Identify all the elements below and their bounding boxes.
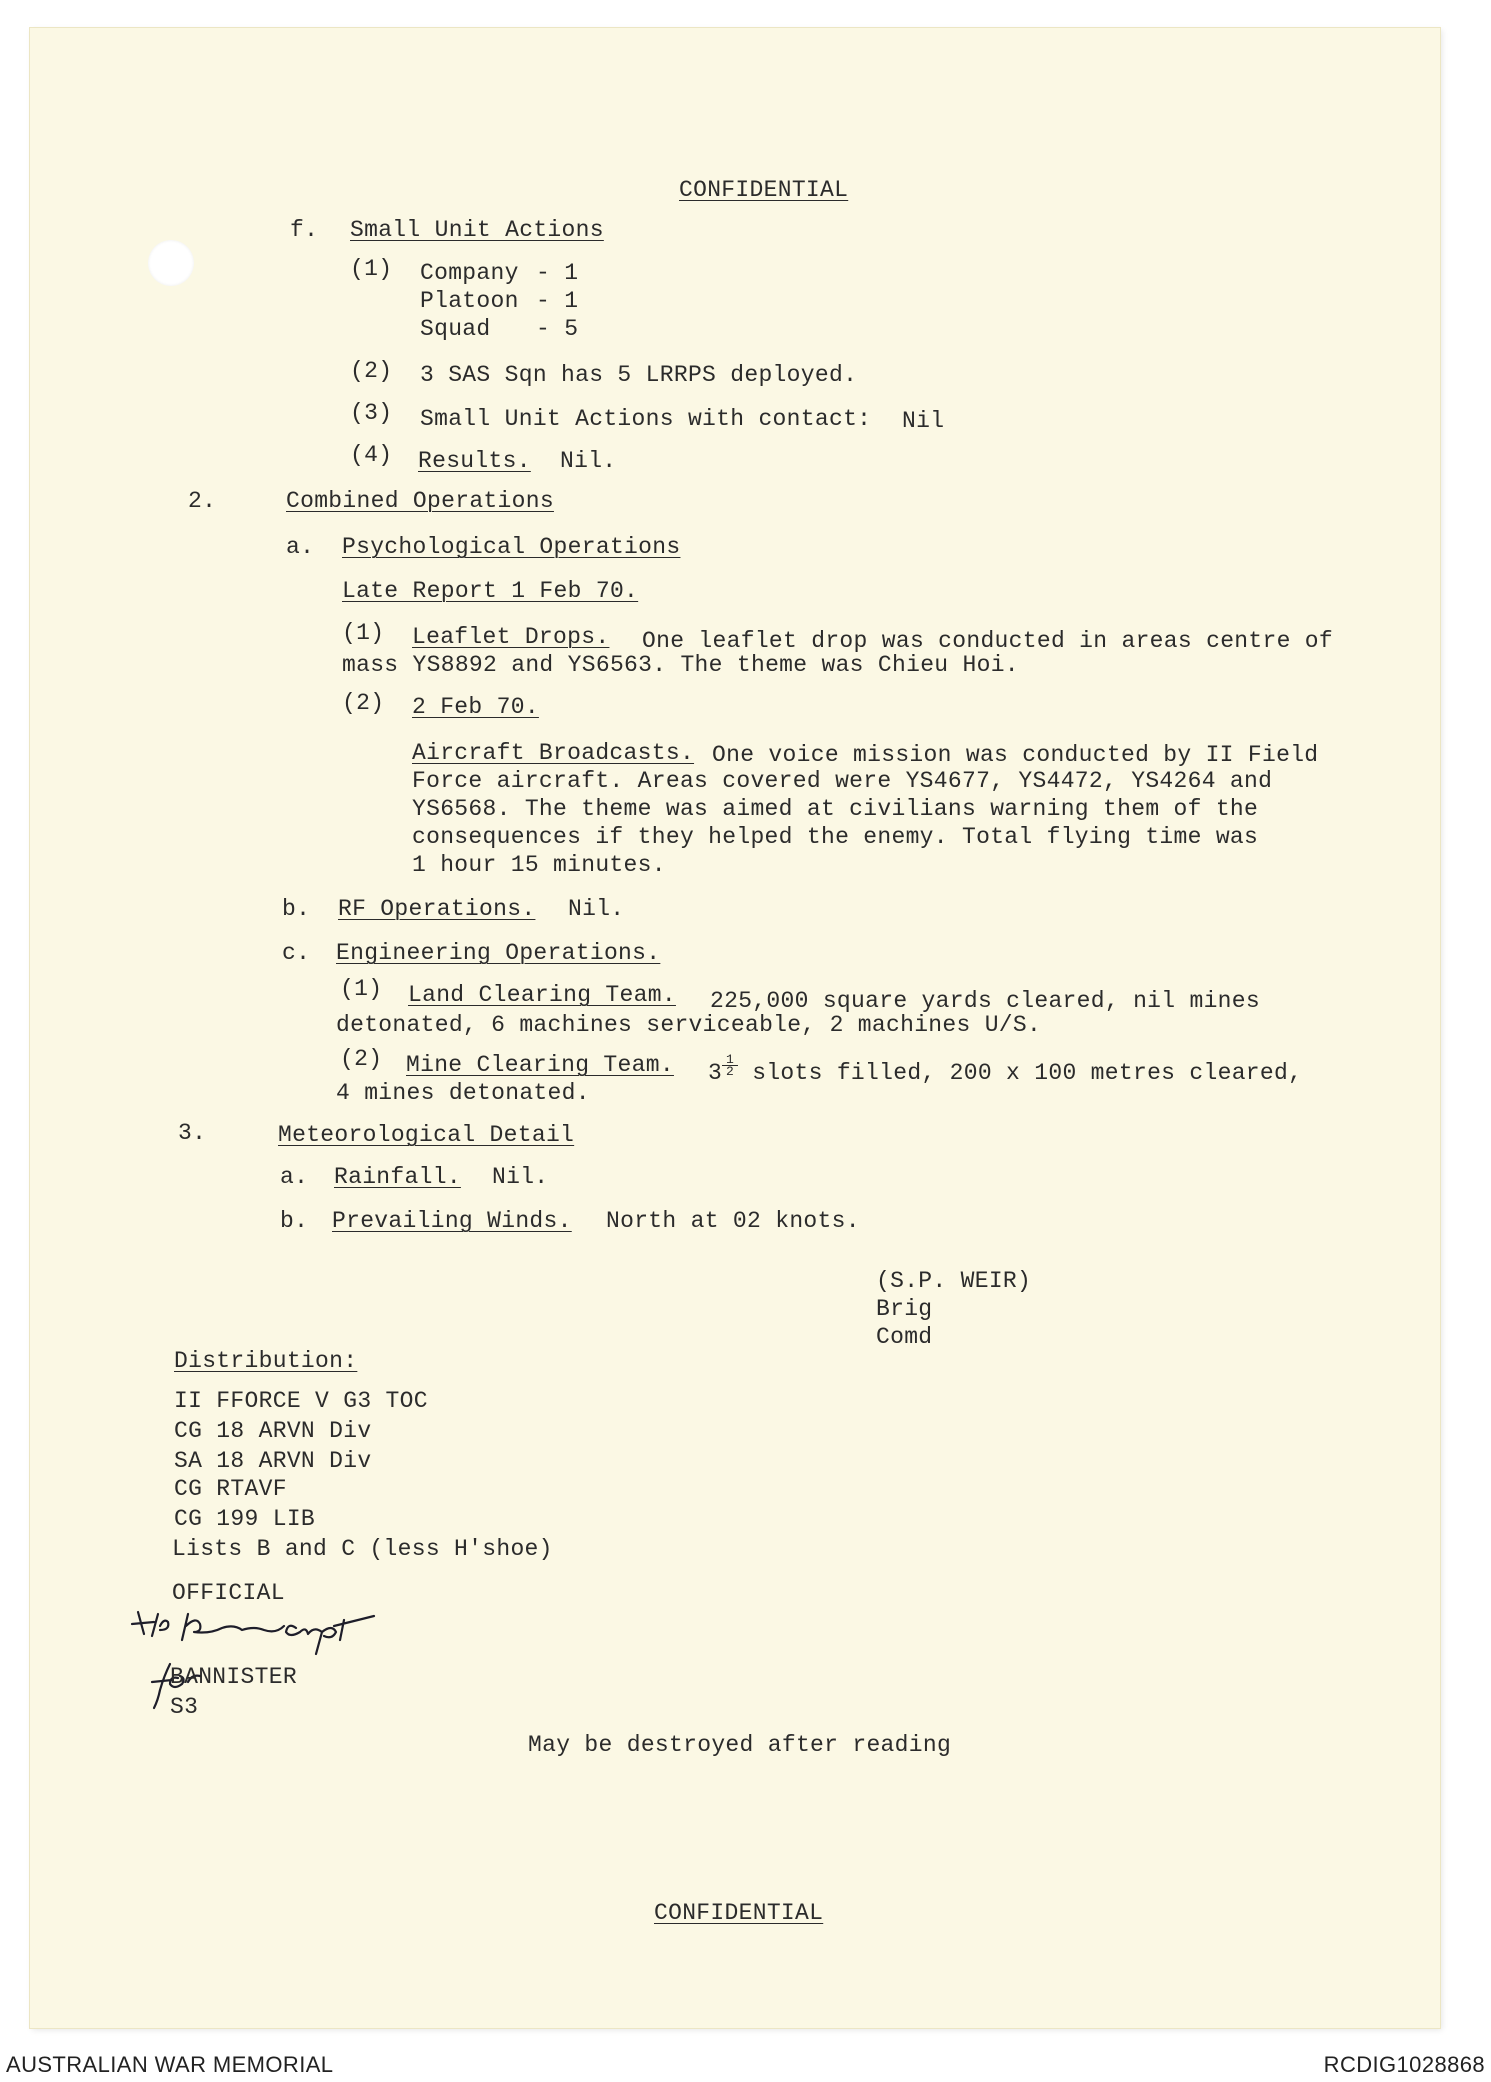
item-1-number: (1) xyxy=(350,256,393,282)
section-f-heading: Small Unit Actions xyxy=(350,217,604,243)
fraction-numerator: 1 xyxy=(726,1052,735,1067)
section-2b-letter: b. xyxy=(282,896,311,922)
land-clearing-line-2: detonated, 6 machines serviceable, 2 machines U/S. xyxy=(336,1012,1042,1038)
section-3b-letter: b. xyxy=(280,1208,309,1234)
distribution-line: CG RTAVF xyxy=(174,1476,287,1502)
platoon-value: - 1 xyxy=(536,288,579,314)
item-3-value: Nil xyxy=(902,408,945,434)
section-2c-letter: c. xyxy=(282,940,311,966)
item-2-text: 3 SAS Sqn has 5 LRRPS deployed. xyxy=(420,362,858,388)
aircraft-broadcasts-line-3: YS6568. The theme was aimed at civilians warning them of the xyxy=(412,796,1259,822)
signatory-appointment: Comd xyxy=(876,1324,933,1350)
engineering-2-number: (2) xyxy=(340,1046,383,1072)
section-2a-letter: a. xyxy=(286,534,315,560)
item-4-text: Nil. xyxy=(560,448,617,474)
item-4-heading: Results. xyxy=(418,448,531,474)
aircraft-broadcasts-heading: Aircraft Broadcasts. xyxy=(412,740,695,766)
official-name: BANNISTER xyxy=(170,1664,297,1690)
leaflet-drops-line-1: One leaflet drop was conducted in areas centre of xyxy=(642,628,1334,654)
aircraft-broadcasts-line-2: Force aircraft. Areas covered were YS4677, YS4472, YS4264 and xyxy=(412,768,1273,794)
item-3-number: (3) xyxy=(350,400,393,426)
section-2a-heading: Psychological Operations xyxy=(342,534,681,560)
mine-clearing-line-2: 4 mines detonated. xyxy=(336,1080,590,1106)
section-2-number: 2. xyxy=(188,488,217,514)
rf-operations-heading: RF Operations. xyxy=(338,896,536,922)
archive-footer-left: AUSTRALIAN WAR MEMORIAL xyxy=(6,2052,334,2077)
squad-value: - 5 xyxy=(536,316,579,342)
aircraft-broadcasts-line-4: consequences if they helped the enemy. Total flying time was xyxy=(412,824,1259,850)
land-clearing-line-1: 225,000 square yards cleared, nil mines xyxy=(710,988,1260,1014)
mine-clearing-heading: Mine Clearing Team. xyxy=(406,1052,674,1078)
mine-clearing-text: slots filled, 200 x 100 metres cleared, xyxy=(752,1060,1303,1086)
section-3-number: 3. xyxy=(178,1120,207,1146)
leaflet-drops-heading: Leaflet Drops. xyxy=(412,624,610,650)
platoon-label: Platoon xyxy=(420,288,519,314)
land-clearing-heading: Land Clearing Team. xyxy=(408,982,676,1008)
engineering-1-number: (1) xyxy=(340,976,383,1002)
section-2-heading: Combined Operations xyxy=(286,488,554,514)
psyops-1-number: (1) xyxy=(342,620,385,646)
punch-hole xyxy=(148,240,194,286)
engineering-operations-heading: Engineering Operations. xyxy=(336,940,661,966)
distribution-line: CG 18 ARVN Div xyxy=(174,1418,372,1444)
item-3-text: Small Unit Actions with contact: xyxy=(420,406,872,432)
official-label: OFFICIAL xyxy=(172,1580,285,1606)
psyops-2-number: (2) xyxy=(342,690,385,716)
distribution-line: CG 199 LIB xyxy=(174,1506,316,1532)
aircraft-broadcasts-line-1: One voice mission was conducted by II Field xyxy=(712,742,1319,768)
fraction-denominator: 2 xyxy=(722,1065,738,1077)
company-label: Company xyxy=(420,260,519,286)
prevailing-winds-text: North at 02 knots. xyxy=(606,1208,860,1234)
section-3-heading: Meteorological Detail xyxy=(278,1122,575,1148)
rainfall-text: Nil. xyxy=(492,1164,549,1190)
aircraft-broadcasts-line-5: 1 hour 15 minutes. xyxy=(412,852,666,878)
company-value: - 1 xyxy=(536,260,579,286)
item-2-number: (2) xyxy=(350,358,393,384)
section-f-letter: f. xyxy=(290,217,319,243)
psyops-2-date: 2 Feb 70. xyxy=(412,694,539,720)
rainfall-heading: Rainfall. xyxy=(334,1164,461,1190)
mine-clearing-line-1 xyxy=(708,1054,1302,1087)
section-3a-letter: a. xyxy=(280,1164,309,1190)
distribution-line: Lists B and C (less H'shoe) xyxy=(172,1536,553,1562)
squad-label: Squad xyxy=(420,316,491,342)
distribution-line: II FFORCE V G3 TOC xyxy=(174,1388,428,1414)
classification-top: CONFIDENTIAL xyxy=(679,177,849,203)
item-4-number: (4) xyxy=(350,442,393,468)
late-report-heading: Late Report 1 Feb 70. xyxy=(342,578,639,604)
slots-whole-number: 3 xyxy=(708,1060,723,1086)
signatory-name: (S.P. WEIR) xyxy=(876,1268,1032,1294)
classification-bottom: CONFIDENTIAL xyxy=(654,1900,824,1926)
destroy-note: May be destroyed after reading xyxy=(528,1732,952,1758)
rf-operations-text: Nil. xyxy=(568,896,625,922)
distribution-heading: Distribution: xyxy=(174,1348,358,1374)
official-appointment: S3 xyxy=(170,1694,199,1720)
leaflet-drops-line-2: mass YS8892 and YS6563. The theme was Chieu Hoi. xyxy=(342,652,1019,678)
signatory-rank: Brig xyxy=(876,1296,933,1322)
distribution-line: SA 18 ARVN Div xyxy=(174,1448,372,1474)
archive-footer-right: RCDIG1028868 xyxy=(1323,2052,1485,2077)
prevailing-winds-heading: Prevailing Winds. xyxy=(332,1208,572,1234)
slots-half-fraction xyxy=(722,1054,738,1077)
